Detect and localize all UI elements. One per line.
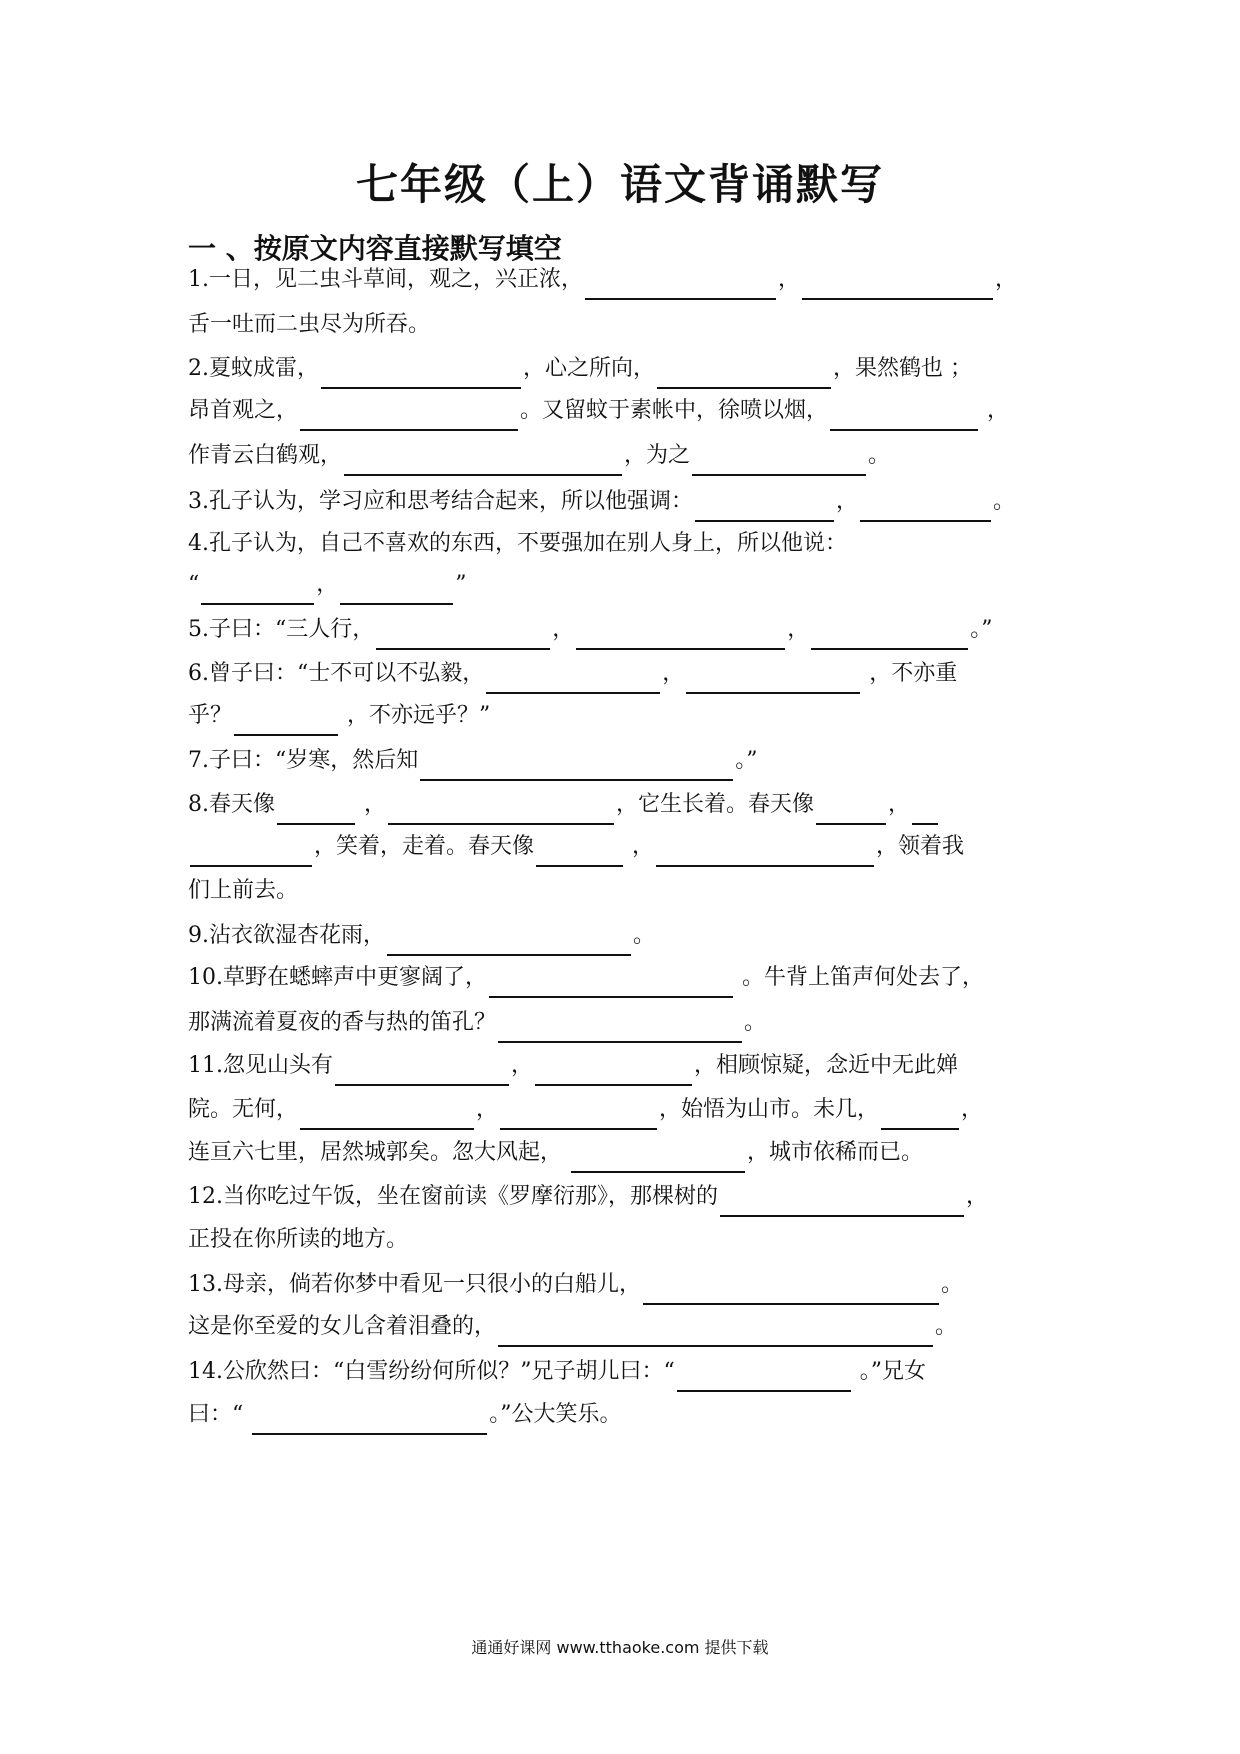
line-text: 7.子曰：“岁寒，然后知 [188,748,419,773]
answer-blank[interactable] [387,928,631,956]
answer-blank[interactable] [277,797,355,825]
answer-blank[interactable] [536,839,623,867]
answer-blank[interactable] [321,361,521,389]
page-title: 七年级（上）语文背诵默写 [355,160,884,209]
line-text: ，不亦重 [862,661,958,686]
answer-blank[interactable] [643,1277,939,1305]
answer-blank[interactable] [585,272,776,300]
line-text: ，不亦远乎？” [340,703,491,728]
text-line [188,524,1058,564]
text-line [188,916,1058,956]
answer-blank[interactable] [234,708,338,736]
text-line [188,1307,1058,1347]
line-text: ，领着我 [876,834,965,859]
text-line [188,871,1058,911]
line-text: 这是你至爱的女儿含着泪叠的， [188,1314,497,1339]
text-line [188,654,1058,694]
answer-blank[interactable] [656,839,874,867]
text-line [188,958,1058,998]
answer-blank[interactable] [376,622,550,650]
line-text: 9.沾衣欲湿杏花雨， [188,923,385,948]
answer-blank[interactable] [912,797,938,825]
line-text: ，始悟为山市。未几， [659,1097,880,1122]
line-text: ，果然鹤也 ； [833,356,973,381]
text-line [188,1265,1058,1305]
line-text: 那满流着夏夜的香与热的笛孔？ [188,1010,497,1035]
answer-blank[interactable] [388,797,614,825]
answer-blank[interactable] [340,577,453,605]
line-text: 6.曾子曰：“士不可以不弘毅， [188,661,485,686]
line-text: ， [316,572,339,597]
answer-blank[interactable] [486,666,660,694]
line-text: 。 [993,489,1016,514]
text-line [188,305,1058,345]
answer-blank[interactable] [657,361,831,389]
line-text: ，相顾惊疑，念近中无此婵 [694,1053,959,1078]
answer-blank[interactable] [498,1319,933,1347]
line-text: 院。无何， [188,1097,299,1122]
line-text: ，心之所向， [523,356,656,381]
text-line [188,391,1058,431]
line-text: 连亘六七里，居然城郭矣。忽大风起， [188,1140,569,1165]
answer-blank[interactable] [500,1102,657,1130]
line-text: 8.春天像 [188,792,275,817]
answer-blank[interactable] [489,970,733,998]
footer-text: 通通好课网 www.tthaoke.com 提供下载 [471,1638,769,1657]
text-line [188,482,1058,522]
line-text: 。 [941,1272,964,1297]
line-text: 。 [868,443,891,468]
line-text: ， [995,267,1018,292]
text-line [188,696,1058,736]
answer-blank[interactable] [571,1145,745,1173]
answer-blank[interactable] [695,494,834,522]
answer-blank[interactable] [420,753,733,781]
text-line [188,349,1058,389]
line-text: ” [455,572,467,597]
answer-blank[interactable] [811,622,968,650]
answer-blank[interactable] [344,448,622,476]
line-text: 2.夏蚊成雷， [188,356,319,381]
line-text: ，城市依稀而已。 [747,1140,924,1165]
line-text: 10.草野在蟋蟀声中更寥阔了， [188,965,487,990]
line-text: 14.公欣然曰：“白雪纷纷何所似？”兄子胡儿曰：“ [188,1359,675,1384]
line-text: 。”公大笑乐。 [489,1402,622,1427]
answer-blank[interactable] [201,577,314,605]
answer-blank[interactable] [816,797,886,825]
section-heading: 一 、按原文内容直接默写填空 [188,232,562,265]
text-line [188,785,1058,825]
line-text: ， [787,617,810,642]
line-text: 11.忽见山头有 [188,1053,333,1078]
line-text: 。 [935,1314,958,1339]
line-text: ，它生长着。春天像 [616,792,815,817]
text-line [188,565,1058,605]
answer-blank[interactable] [190,839,312,867]
line-text: ，为之 [624,443,691,468]
text-line [188,741,1058,781]
text-line [188,1090,1058,1130]
answer-blank[interactable] [686,666,860,694]
line-text: 13.母亲，倘若你梦中看见一只很小的白船儿， [188,1272,641,1297]
line-text: ， [552,617,575,642]
answer-blank[interactable] [300,1102,474,1130]
text-line [188,827,1058,867]
text-line [188,436,1058,476]
answer-blank[interactable] [335,1058,509,1086]
line-text: 曰：“ [188,1402,251,1427]
line-text: ， [980,398,1010,423]
line-text: 作青云白鹤观， [188,443,343,468]
answer-blank[interactable] [692,448,866,476]
answer-blank[interactable] [300,403,518,431]
line-text: ， [511,1053,534,1078]
line-text: 。 [744,1010,767,1035]
line-text: ，笑着，走着。春天像 [314,834,535,859]
line-text: “ [188,572,200,597]
text-line [188,1046,1058,1086]
line-text: ， [888,792,911,817]
line-text: 。” [970,617,993,642]
line-text: 舌一吐而二虫尽为所吞。 [188,312,431,337]
text-line [188,1133,1058,1173]
line-text: ， [476,1097,499,1122]
line-text: 。 [633,923,656,948]
line-text: 。”兄女 [852,1359,926,1384]
line-text: 12.当你吃过午饭，坐在窗前读《罗摩衍那》，那棵树的 [188,1184,718,1209]
text-line [188,1352,1058,1392]
text-line [188,1220,1058,1260]
line-text: 。又留蚊于素帐中，徐喷以烟， [520,398,829,423]
answer-blank[interactable] [498,1015,742,1043]
line-text: ， [836,489,859,514]
line-text: ， [961,1097,984,1122]
line-text: 1.一日，见二虫斗草间，观之，兴正浓， [188,267,583,292]
line-text: ， [357,792,386,817]
line-text: 们上前去。 [188,878,299,903]
answer-blank[interactable] [830,403,978,431]
line-text: ， [662,661,685,686]
line-text: 。” [735,748,758,773]
line-text: ， [966,1184,989,1209]
line-text: ， [625,834,655,859]
text-line [188,1177,1058,1217]
text-line [188,1395,1058,1435]
line-text: ， [778,267,801,292]
answer-blank[interactable] [252,1407,487,1435]
answer-blank[interactable] [720,1189,964,1217]
line-text: 正投在你所读的地方。 [188,1227,409,1252]
line-text: 4.孔子认为，自己不喜欢的东西，不要强加在别人身上，所以他说： [188,531,847,556]
line-text: 。牛背上笛声何处去了， [735,965,984,990]
answer-blank[interactable] [576,622,785,650]
text-line [188,610,1058,650]
line-text: 昂首观之， [188,398,299,423]
text-line [188,1003,1058,1043]
answer-blank[interactable] [860,494,991,522]
answer-blank[interactable] [677,1364,851,1392]
line-text: 乎？ [188,703,233,728]
answer-blank[interactable] [881,1102,959,1130]
line-text: 5.子曰：“三人行， [188,617,375,642]
answer-blank[interactable] [535,1058,692,1086]
answer-blank[interactable] [802,272,993,300]
line-text: 3.孔子认为，学习应和思考结合起来，所以他强调： [188,489,693,514]
text-line [188,260,1058,300]
